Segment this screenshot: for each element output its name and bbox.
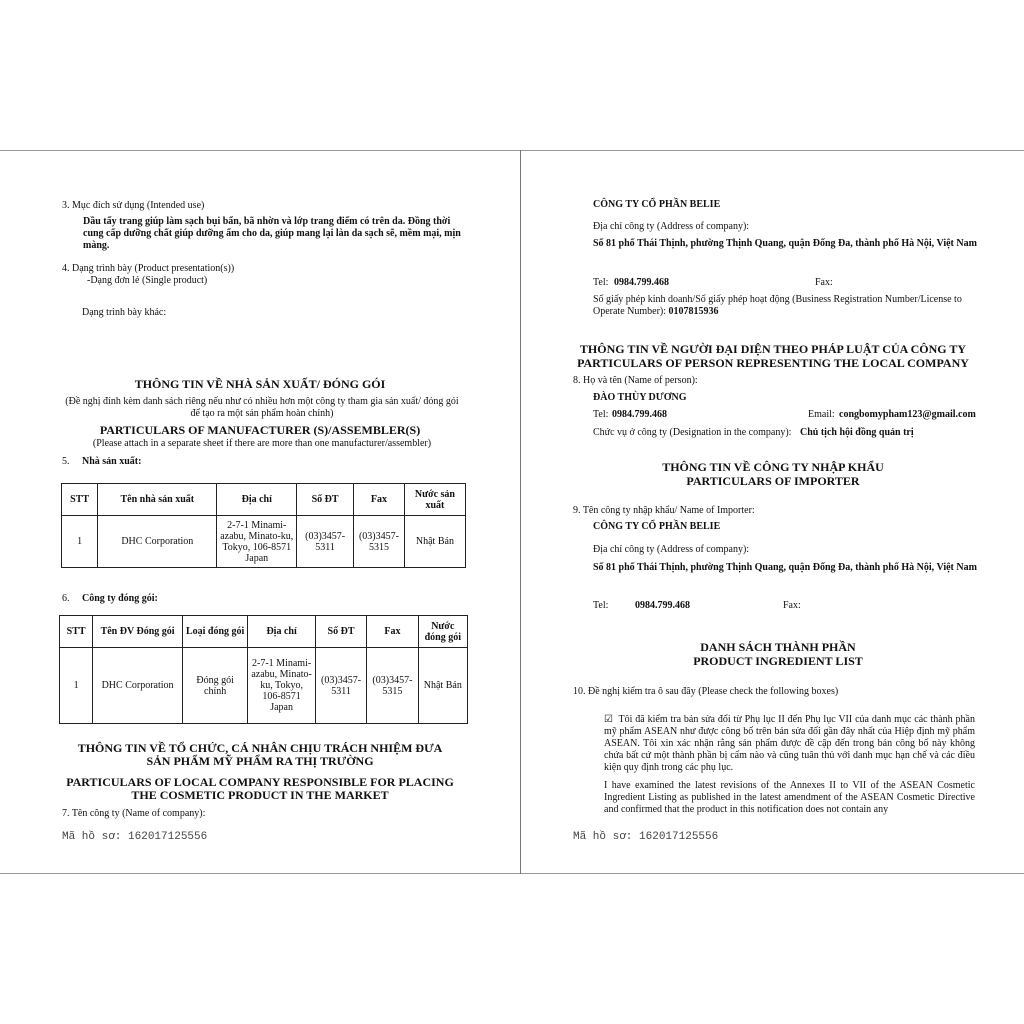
s4-single: -Dạng đơn lẻ (Single product) (87, 275, 208, 286)
importer-tel: 0984.799.468 (635, 600, 690, 611)
t2-h-country: Nước đóng gói (418, 616, 467, 648)
local-title-en: PARTICULARS OF LOCAL COMPANY RESPONSIBLE FOR PLACING THE COSMETIC PRODUCT IN THE MARKET (66, 775, 454, 802)
importer-fax-label: Fax: (783, 600, 801, 611)
s4-other: Dạng trình bày khác: (82, 307, 167, 318)
t2-h-stt: STT (60, 616, 93, 648)
t2-h-name: Tên ĐV Đóng gói (93, 616, 183, 648)
tel-label: Tel: (593, 277, 609, 288)
file-number-left: Mã hồ sơ: 162017125556 (62, 831, 208, 843)
local-title-vi: THÔNG TIN VỀ TỔ CHỨC, CÁ NHÂN CHỊU TRÁCH NHIỆM ĐƯA SẢN PHẨM MỸ PHẨM RA THỊ TRƯỜNG (77, 741, 443, 768)
company-name: CÔNG TY CỔ PHẦN BELIE (593, 199, 721, 210)
address-label: Địa chỉ công ty (Address of company): (593, 221, 750, 232)
importer-title-vi: THÔNG TIN VỀ CÔNG TY NHẬP KHẨU (662, 460, 884, 474)
declaration-vi (604, 714, 975, 774)
person-name: ĐÀO THÙY DƯƠNG (593, 392, 687, 403)
t2-c-address: 2-7-1 Minami-azabu, Minato-ku, Tokyo, 106-8571 Japan (248, 648, 315, 724)
t1-c-phone: (03)3457-5311 (297, 516, 354, 568)
t2-c-stt: 1 (60, 648, 93, 724)
s3-body: Dầu tẩy trang giúp làm sạch bụi bẩn, bã nhờn và lớp trang điểm có trên da. Đồng thời cung cấp dưỡng chất giúp dưỡng ẩm cho da, giúp mang lại làn da sạch sẽ, mềm mại, mịn màng. (83, 216, 461, 251)
mfr-note-vi: (Đề nghị đính kèm danh sách riêng nếu như có nhiều hơn một công ty tham gia sản xuất/ đóng gói để tạo ra một sản phẩm hoàn chỉnh) (65, 396, 459, 419)
mfr-note-en: (Please attach in a separate sheet if there are more than one manufacturer/assembler) (92, 438, 432, 449)
checked-box-icon[interactable]: ☑ (604, 714, 613, 725)
t1-h-fax: Fax (354, 484, 405, 516)
t1-c-fax: (03)3457-5315 (354, 516, 405, 568)
license-label: Số giấy phép kinh doanh/Số giấy phép hoạt động (Business Registration Number/License to Operate Number): (593, 294, 962, 317)
s6-label: Công ty đóng gói: (82, 593, 158, 604)
s7-label: 7. Tên công ty (Name of company): (62, 808, 206, 819)
fax-label: Fax: (815, 277, 833, 288)
s9-label: 9. Tên công ty nhập khẩu/ Name of Importer: (573, 505, 755, 516)
t1-c-country: Nhật Bản (404, 516, 465, 568)
license-block (593, 294, 988, 318)
person-position: Chủ tịch hội đồng quản trị (800, 427, 914, 438)
ingredient-title-vi: DANH SÁCH THÀNH PHẦN (700, 640, 856, 654)
importer-title-en: PARTICULARS OF IMPORTER (686, 474, 860, 488)
t1-h-country: Nước sản xuất (404, 484, 465, 516)
s6-num: 6. (62, 593, 70, 604)
page-divider (520, 150, 521, 874)
company-tel: 0984.799.468 (614, 277, 669, 288)
t1-h-phone: Số ĐT (297, 484, 354, 516)
importer-address-label: Địa chỉ công ty (Address of company): (593, 544, 750, 555)
t1-c-name: DHC Corporation (98, 516, 217, 568)
email-label: Email: (808, 409, 835, 420)
t2-c-country: Nhật Bản (418, 648, 467, 724)
mfr-title-en: PARTICULARS OF MANUFACTURER (S)/ASSEMBLER(S) (99, 423, 421, 437)
t2-h-address: Địa chỉ (248, 616, 315, 648)
s8-label: 8. Họ và tên (Name of person): (573, 375, 698, 386)
table-row (62, 516, 466, 568)
s10-label: 10. Đề nghị kiểm tra ô sau đây (Please check the following boxes) (573, 686, 839, 697)
person-email: congbomypham123@gmail.com (839, 409, 976, 420)
s5-label: Nhà sản xuất: (82, 456, 142, 467)
importer-company: CÔNG TY CỔ PHẦN BELIE (593, 521, 721, 532)
t1-c-stt: 1 (62, 516, 98, 568)
t2-c-type: Đóng gói chính (182, 648, 247, 724)
table-row (60, 648, 468, 724)
person-tel: 0984.799.468 (612, 409, 667, 420)
s3-label: 3. Mục đích sử dụng (Intended use) (62, 200, 205, 211)
file-number-right: Mã hồ sơ: 162017125556 (573, 831, 719, 843)
person-tel-label: Tel: (593, 409, 609, 420)
declaration-vi-text: Tôi đã kiểm tra bản sửa đổi từ Phụ lục II đến Phụ lục VII của danh mục các thành phần mỹ phẩm ASEAN như được công bố trên bản sửa đổi gần đây nhất của Hiệp định mỹ phẩm ASEAN. Tôi xin xác nhận rằng sản phẩm được đề cập đến trong bản công bố này không chứa bất cứ một thành phần bị cấm nào và cũng tuân thủ với danh mục hạn chế và các điều kiện quy định trong các phụ lục. (604, 714, 975, 773)
license-number: 0107815936 (668, 306, 719, 317)
rep-title-vi: THÔNG TIN VỀ NGƯỜI ĐẠI DIỆN THEO PHÁP LUẬT CỦA CÔNG TY (579, 342, 967, 356)
rep-title-en: PARTICULARS OF PERSON REPRESENTING THE LOCAL COMPANY (577, 356, 969, 370)
t1-h-stt: STT (62, 484, 98, 516)
packager-table (59, 615, 468, 724)
company-address: Số 81 phố Thái Thịnh, phường Thịnh Quang, quận Đống Đa, thành phố Hà Nội, Việt Nam (593, 238, 977, 249)
importer-tel-label: Tel: (593, 600, 609, 611)
t2-h-phone: Số ĐT (315, 616, 366, 648)
t2-c-phone: (03)3457-5311 (315, 648, 366, 724)
t1-h-address: Địa chỉ (217, 484, 297, 516)
s4-label: 4. Dạng trình bày (Product presentation(s)) (62, 263, 235, 274)
position-label: Chức vụ ở công ty (Designation in the company): (593, 427, 792, 438)
t2-c-fax: (03)3457-5315 (367, 648, 418, 724)
declaration-en: I have examined the latest revisions of the Annexes II to VII of the ASEAN Cosmetic Ingredient Listing as published in the latest amendment of the ASEAN Cosmetic Directive and confirmed that the product in this notification does not contain any (604, 780, 975, 815)
t2-h-fax: Fax (367, 616, 418, 648)
t2-c-name: DHC Corporation (93, 648, 183, 724)
s5-num: 5. (62, 456, 70, 467)
mfr-title-vi: THÔNG TIN VỀ NHÀ SẢN XUẤT/ ĐÓNG GÓI (134, 377, 386, 391)
t2-h-type: Loại đóng gói (182, 616, 247, 648)
t1-c-address: 2-7-1 Minami-azabu, Minato-ku, Tokyo, 106-8571 Japan (217, 516, 297, 568)
t1-h-name: Tên nhà sản xuất (98, 484, 217, 516)
importer-address: Số 81 phố Thái Thịnh, phường Thịnh Quang, quận Đống Đa, thành phố Hà Nội, Việt Nam (593, 562, 977, 573)
ingredient-title-en: PRODUCT INGREDIENT LIST (693, 654, 863, 668)
manufacturer-table (61, 483, 466, 568)
